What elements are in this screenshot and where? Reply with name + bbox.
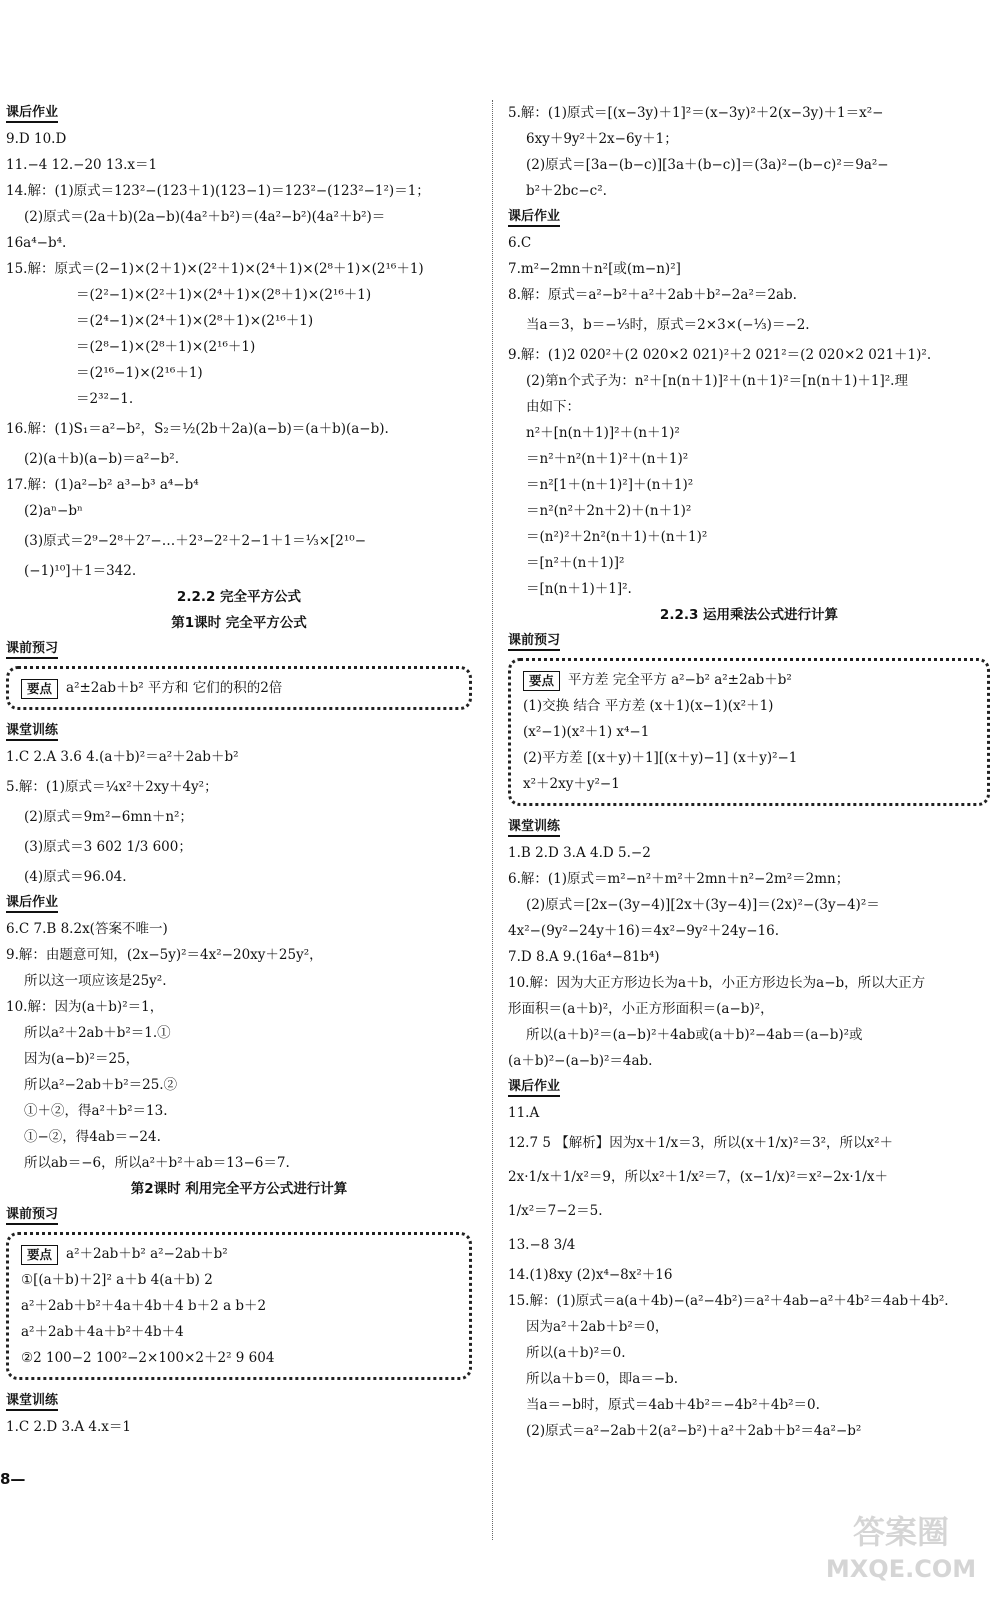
section-label: 课前预习: [6, 636, 472, 662]
key-points-line: [21, 1241, 457, 1267]
answer-line: 所以(a＋b)²＝(a−b)²＋4ab或(a＋b)²−4ab＝(a−b)²或: [526, 1027, 863, 1043]
section-label: 课后作业: [6, 890, 472, 916]
answer-line: 当a＝3，b＝−⅓时，原式＝2×3×(−⅓)＝−2.: [526, 317, 810, 333]
page-number: 8—: [0, 1470, 26, 1488]
answer-line: 7.D 8.A 9.(16a⁴−81b⁴): [508, 949, 660, 965]
key-points-line: (2)平方差 [(x＋y)＋1][(x＋y)−1] (x＋y)²−1: [523, 750, 798, 766]
answer-line: 5.解：(1)原式＝[(x−3y)＋1]²＝(x−3y)²＋2(x−3y)＋1＝x²−: [508, 105, 884, 121]
answer-line: 6.C 7.B 8.2x(答案不唯一): [6, 921, 168, 937]
answer-line: 16.解：(1)S₁＝a²−b²，S₂＝½(2b＋2a)(a−b)＝(a＋b)(a−b).: [6, 421, 389, 437]
key-points-line: a²＋2ab＋b²＋4a＋4b＋4 b＋2 a b＋2: [21, 1298, 267, 1314]
answer-line: ＝n²[1＋(n＋1)²]＋(n＋1)²: [526, 477, 694, 493]
section-label: 课前预习: [508, 628, 990, 654]
key-points-tag: 要点: [523, 671, 560, 691]
answer-line: 1.B 2.D 3.A 4.D 5.−2: [508, 845, 651, 861]
answer-line: ＝(2⁴−1)×(2⁴＋1)×(2⁸＋1)×(2¹⁶＋1): [76, 313, 314, 329]
answer-line: ＝(2²−1)×(2²＋1)×(2⁴＋1)×(2⁸＋1)×(2¹⁶＋1): [76, 287, 372, 303]
key-points-line: a²＋2ab＋4a＋b²＋4b＋4: [21, 1324, 184, 1340]
key-points-line: [523, 667, 975, 693]
answer-line: 1.C 2.A 3.6 4.(a＋b)²＝a²＋2ab＋b²: [6, 749, 239, 765]
answer-line: 1.C 2.D 3.A 4.x＝1: [6, 1419, 132, 1435]
answer-line: 所以a²−2ab＋b²＝25.②: [24, 1077, 178, 1093]
answer-line: 12.7 5 【解析】因为x＋1/x＝3，所以(x＋1/x)²＝3²，所以x²＋: [508, 1135, 894, 1151]
answer-line: (a＋b)²−(a−b)²＝4ab.: [508, 1053, 653, 1069]
key-points-line: ②2 100−2 100²−2×100×2＋2² 9 604: [21, 1350, 275, 1366]
answer-line: 所以(a＋b)²＝0.: [526, 1345, 626, 1361]
section-label: 课后作业: [6, 100, 472, 126]
answer-line: 所以ab＝−6，所以a²＋b²＋ab＝13−6＝7.: [24, 1155, 290, 1171]
answer-line: 6.解：(1)原式＝m²−n²＋m²＋2mn＋n²−2m²＝2mn；: [508, 871, 850, 887]
watermark-text: 答案圈: [852, 1513, 950, 1551]
answer-line: 形面积＝(a＋b)²，小正方形面积＝(a−b)²，: [508, 1001, 774, 1017]
answer-line: 8.解：原式＝a²−b²＋a²＋2ab＋b²−2a²＝2ab.: [508, 287, 797, 303]
key-points-text: 平方差 完全平方 a²−b² a²±2ab＋b²: [568, 672, 792, 688]
answer-line: 当a＝−b时，原式＝4ab＋4b²＝−4b²＋4b²＝0.: [526, 1397, 820, 1413]
answer-line: (−1)¹⁰]＋1＝342.: [24, 563, 137, 579]
answer-line: 2x·1/x＋1/x²＝9，所以x²＋1/x²＝7，(x−1/x)²＝x²−2x·1/x＋: [508, 1169, 888, 1185]
key-points-line: ①[(a＋b)＋2]² a＋b 4(a＋b) 2: [21, 1272, 213, 1288]
answer-line: 所以这一项应该是25y².: [24, 973, 167, 989]
answer-line: (4)原式＝96.04.: [24, 869, 127, 885]
key-points-box: [508, 658, 990, 806]
answer-line: (2)第n个式子为：n²＋[n(n＋1)]²＋(n＋1)²＝[n(n＋1)＋1]².理: [526, 373, 908, 389]
answer-line: 13.−8 3/4: [508, 1237, 576, 1253]
answer-line: (3)原式＝2⁹−2⁸＋2⁷−…＋2³−2²＋2−1＋1＝⅓×[2¹⁰−: [24, 533, 367, 549]
answer-line: (2)原式＝9m²−6mn＋n²；: [24, 809, 193, 825]
left-column: [6, 100, 472, 1440]
section-title: 2.2.2 完全平方公式: [176, 589, 302, 605]
answer-line: 由如下：: [526, 399, 580, 415]
lesson-title: 第1课时 完全平方公式: [171, 615, 307, 631]
section-title: 2.2.3 运用乘法公式进行计算: [659, 607, 839, 623]
answer-line: 7.m²−2mn＋n²[或(m−n)²]: [508, 261, 681, 277]
key-points-line: x²＋2xy＋y²−1: [523, 776, 620, 792]
answer-line: (2)原式＝(2a＋b)(2a−b)(4a²＋b²)＝(4a²−b²)(4a²＋b²)＝: [24, 209, 386, 225]
section-label: 课堂训练: [6, 1388, 472, 1414]
answer-line: 15.解：原式＝(2−1)×(2＋1)×(2²＋1)×(2⁴＋1)×(2⁸＋1)×(2¹⁶＋1): [6, 261, 424, 277]
answer-line: 10.解：因为大正方形边长为a＋b，小正方形边长为a−b，所以大正方: [508, 975, 926, 991]
answer-line: (2)原式＝a²−2ab＋2(a²−b²)＋a²＋2ab＋b²＝4a²−b²: [526, 1423, 862, 1439]
answer-line: b²＋2bc−c².: [526, 183, 607, 199]
answer-line: (2)(a＋b)(a−b)＝a²−b².: [24, 451, 179, 467]
answer-line: 6xy＋9y²＋2x−6y＋1；: [526, 131, 678, 147]
answer-line: n²＋[n(n＋1)]²＋(n＋1)²: [526, 425, 680, 441]
section-label: 课后作业: [508, 204, 990, 230]
answer-line: ＝n²＋n²(n＋1)²＋(n＋1)²: [526, 451, 689, 467]
section-label: 课堂训练: [6, 718, 472, 744]
key-points-line: (x²−1)(x²＋1) x⁴−1: [523, 724, 650, 740]
answer-line: 因为(a−b)²＝25，: [24, 1051, 140, 1067]
column-divider: [492, 100, 493, 1540]
answer-line: 5.解：(1)原式＝¼x²＋2xy＋4y²；: [6, 779, 218, 795]
answer-line: 1/x²＝7−2＝5.: [508, 1203, 603, 1219]
key-points-line: (1)交换 结合 平方差 (x＋1)(x−1)(x²＋1): [523, 698, 774, 714]
answer-line: ①＋②，得a²＋b²＝13.: [24, 1103, 168, 1119]
answer-line: 9.解：由题意可知，(2x−5y)²＝4x²−20xy＋25y²，: [6, 947, 323, 963]
answer-line: (2)aⁿ−bⁿ: [24, 503, 83, 519]
answer-line: 15.解：(1)原式＝a(a＋4b)−(a²−4b²)＝a²＋4ab−a²＋4b²＝4ab＋4b².: [508, 1293, 949, 1309]
answer-line: ＝(2¹⁶−1)×(2¹⁶＋1): [76, 365, 203, 381]
answer-line: 4x²−(9y²−24y＋16)＝4x²−9y²＋24y−16.: [508, 923, 780, 939]
lesson-title: 第2课时 利用完全平方公式进行计算: [130, 1181, 348, 1197]
key-points-tag: 要点: [21, 1245, 58, 1265]
answer-line: 11.A: [508, 1105, 540, 1121]
answer-line: ＝[n(n＋1)＋1]².: [526, 581, 632, 597]
answer-line: 9.解：(1)2 020²＋(2 020×2 021)²＋2 021²＝(2 020×2 021＋1)².: [508, 347, 932, 363]
answer-line: (2)原式＝[2x−(3y−4)][2x＋(3y−4)]＝(2x)²−(3y−4)²＝: [526, 897, 880, 913]
key-points-text: a²＋2ab＋b² a²−2ab＋b²: [66, 1246, 228, 1262]
key-points-tag: 要点: [21, 679, 58, 699]
section-label: 课堂训练: [508, 814, 990, 840]
answer-line: 所以a²＋2ab＋b²＝1.①: [24, 1025, 171, 1041]
key-points-box: [6, 1232, 472, 1380]
answer-line: 14.(1)8xy (2)x⁴−8x²＋16: [508, 1267, 673, 1283]
watermark-logo: [826, 1505, 976, 1585]
answer-line: 因为a²＋2ab＋b²＝0，: [526, 1319, 669, 1335]
right-column: [508, 100, 990, 1444]
answer-line: 10.解：因为(a＋b)²＝1，: [6, 999, 164, 1015]
answer-line: 16a⁴−b⁴.: [6, 235, 67, 251]
answer-line: 14.解：(1)原式＝123²−(123＋1)(123−1)＝123²−(123²−1²)＝1；: [6, 183, 430, 199]
answer-line: 6.C: [508, 235, 532, 251]
answer-line: ＝n²(n²＋2n＋2)＋(n＋1)²: [526, 503, 692, 519]
section-label: 课后作业: [508, 1074, 990, 1100]
answer-line: ①−②，得4ab＝−24.: [24, 1129, 161, 1145]
key-points-text: a²±2ab＋b² 平方和 它们的积的2倍: [66, 680, 283, 696]
answer-line: (3)原式＝3 602 1/3 600；: [24, 839, 192, 855]
answer-line: ＝2³²−1.: [76, 391, 134, 407]
answer-line: 9.D 10.D: [6, 131, 67, 147]
key-points-line: [21, 675, 457, 701]
answer-line: (2)原式＝[3a−(b−c)][3a＋(b−c)]＝(3a)²−(b−c)²＝9a²−: [526, 157, 889, 173]
answer-line: 所以a＋b＝0，即a＝−b.: [526, 1371, 679, 1387]
section-label: 课前预习: [6, 1202, 472, 1228]
key-points-box: [6, 666, 472, 710]
watermark-url: MXQE.COM: [826, 1555, 976, 1583]
answer-line: 17.解：(1)a²−b² a³−b³ a⁴−b⁴: [6, 477, 199, 493]
answer-line: ＝[n²＋(n＋1)]²: [526, 555, 625, 571]
answer-line: 11.−4 12.−20 13.x＝1: [6, 157, 158, 173]
answer-line: ＝(n²)²＋2n²(n＋1)＋(n＋1)²: [526, 529, 708, 545]
answer-line: ＝(2⁸−1)×(2⁸＋1)×(2¹⁶＋1): [76, 339, 256, 355]
